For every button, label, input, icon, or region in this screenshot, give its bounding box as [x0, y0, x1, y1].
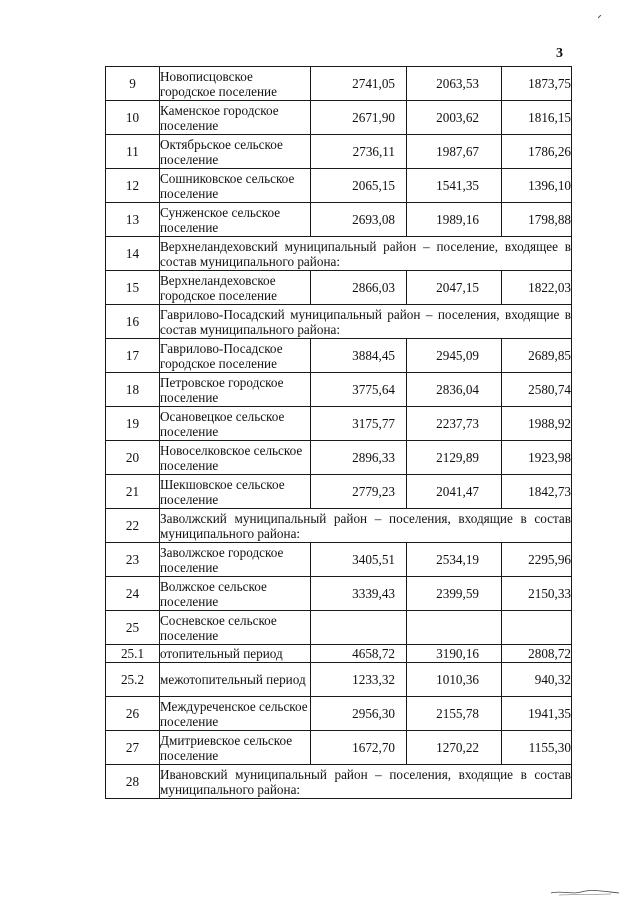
value-col-3: 1396,10 — [502, 169, 572, 203]
value-col-1 — [311, 611, 407, 645]
district-header-row — [106, 305, 572, 339]
value-col-1: 2956,30 — [311, 697, 407, 731]
settlement-name: Сунженское сельское поселение — [160, 203, 311, 237]
table-row — [106, 203, 572, 237]
settlement-name: Междуреченское сельское поселение — [160, 697, 311, 731]
settlement-name: Заволжское городское поселение — [160, 543, 311, 577]
row-number: 25 — [106, 611, 160, 645]
settlement-name: Сошниковское сельское поселение — [160, 169, 311, 203]
row-number: 19 — [106, 407, 160, 441]
value-col-1: 3775,64 — [311, 373, 407, 407]
value-col-1: 4658,72 — [311, 645, 407, 663]
value-col-3: 2808,72 — [502, 645, 572, 663]
value-col-2: 1270,22 — [407, 731, 502, 765]
value-col-2: 2399,59 — [407, 577, 502, 611]
row-number: 21 — [106, 475, 160, 509]
settlement-name: Гаврилово-Посадское городское поселение — [160, 339, 311, 373]
value-col-1: 2866,03 — [311, 271, 407, 305]
table-row — [106, 67, 572, 101]
value-col-3: 2295,96 — [502, 543, 572, 577]
table-row — [106, 697, 572, 731]
row-number: 26 — [106, 697, 160, 731]
table-row — [106, 663, 572, 697]
settlement-name: Верхнеландеховское городское поселение — [160, 271, 311, 305]
value-col-1: 3405,51 — [311, 543, 407, 577]
table-row — [106, 135, 572, 169]
value-col-1: 1672,70 — [311, 731, 407, 765]
value-col-2: 2155,78 — [407, 697, 502, 731]
value-col-3: 1988,92 — [502, 407, 572, 441]
value-col-1: 2741,05 — [311, 67, 407, 101]
table-row — [106, 611, 572, 645]
row-number: 24 — [106, 577, 160, 611]
row-number: 15 — [106, 271, 160, 305]
value-col-3: 1798,88 — [502, 203, 572, 237]
value-col-1: 2693,08 — [311, 203, 407, 237]
value-col-1: 2896,33 — [311, 441, 407, 475]
row-number: 10 — [106, 101, 160, 135]
district-header-row — [106, 509, 572, 543]
value-col-1: 2671,90 — [311, 101, 407, 135]
row-number: 28 — [106, 765, 160, 799]
row-number: 18 — [106, 373, 160, 407]
value-col-3: 1816,15 — [502, 101, 572, 135]
row-number: 12 — [106, 169, 160, 203]
value-col-2: 3190,16 — [407, 645, 502, 663]
settlement-name: Октябрьское сельское поселение — [160, 135, 311, 169]
tariff-table-body — [106, 67, 572, 799]
row-number: 9 — [106, 67, 160, 101]
row-number: 23 — [106, 543, 160, 577]
settlement-name: Сосневское сельское поселение — [160, 611, 311, 645]
value-col-2: 1987,67 — [407, 135, 502, 169]
value-col-3: 1873,75 — [502, 67, 572, 101]
value-col-1: 3884,45 — [311, 339, 407, 373]
district-header-row — [106, 765, 572, 799]
row-number: 25.1 — [106, 645, 160, 663]
table-row — [106, 373, 572, 407]
district-header-text: Верхнеландеховский муниципальный район – поселение, входящее в состав муниципального района: — [160, 238, 571, 269]
value-col-3: 1941,35 — [502, 697, 572, 731]
value-col-2: 2063,53 — [407, 67, 502, 101]
table-row — [106, 441, 572, 475]
value-col-2: 2003,62 — [407, 101, 502, 135]
settlement-name: Осановецкое сельское поселение — [160, 407, 311, 441]
page-number: 3 — [556, 46, 563, 61]
value-col-1: 2779,23 — [311, 475, 407, 509]
row-number: 16 — [106, 305, 160, 339]
row-number: 17 — [106, 339, 160, 373]
value-col-3: 2689,85 — [502, 339, 572, 373]
value-col-1: 3175,77 — [311, 407, 407, 441]
settlement-name: отопительный период — [160, 645, 311, 663]
value-col-3: 1155,30 — [502, 731, 572, 765]
settlement-name: Петровское городское поселение — [160, 373, 311, 407]
table-row — [106, 731, 572, 765]
table-row — [106, 475, 572, 509]
value-col-2: 2534,19 — [407, 543, 502, 577]
row-number: 13 — [106, 203, 160, 237]
value-col-2: 1010,36 — [407, 663, 502, 697]
table-row — [106, 101, 572, 135]
table-row — [106, 339, 572, 373]
settlement-name: Каменское городское поселение — [160, 101, 311, 135]
district-header-text: Заволжский муниципальный район – поселения, входящие в состав муниципального района: — [160, 510, 571, 541]
district-header-row — [106, 237, 572, 271]
value-col-3: 1786,26 — [502, 135, 572, 169]
value-col-2: 1541,35 — [407, 169, 502, 203]
district-header-text: Ивановский муниципальный район – поселения, входящие в состав муниципального района: — [160, 766, 571, 797]
row-number: 25.2 — [106, 663, 160, 697]
settlement-name: Новоселковское сельское поселение — [160, 441, 311, 475]
value-col-1: 2736,11 — [311, 135, 407, 169]
table-row — [106, 407, 572, 441]
table-row — [106, 577, 572, 611]
tariff-table — [105, 66, 572, 799]
row-number: 11 — [106, 135, 160, 169]
row-number: 20 — [106, 441, 160, 475]
value-col-2: 2836,04 — [407, 373, 502, 407]
value-col-3: 1822,03 — [502, 271, 572, 305]
value-col-1: 3339,43 — [311, 577, 407, 611]
district-header-text: Гаврилово-Посадский муниципальный район – поселения, входящие в состав муниципального района: — [160, 306, 571, 337]
row-number: 14 — [106, 237, 160, 271]
table-row — [106, 645, 572, 663]
value-col-3: 940,32 — [502, 663, 572, 697]
settlement-name: Волжское сельское поселение — [160, 577, 311, 611]
signature-scribble — [551, 888, 619, 896]
value-col-2: 2129,89 — [407, 441, 502, 475]
value-col-3 — [502, 611, 572, 645]
row-number: 22 — [106, 509, 160, 543]
value-col-2: 2047,15 — [407, 271, 502, 305]
value-col-1: 2065,15 — [311, 169, 407, 203]
value-col-2: 2237,73 — [407, 407, 502, 441]
settlement-name: межотопительный период — [160, 663, 311, 697]
settlement-name: Дмитриевское сельское поселение — [160, 731, 311, 765]
value-col-2: 2041,47 — [407, 475, 502, 509]
scan-mark — [598, 15, 602, 19]
value-col-3: 1923,98 — [502, 441, 572, 475]
settlement-name: Новописцовское городское поселение — [160, 67, 311, 101]
value-col-1: 1233,32 — [311, 663, 407, 697]
value-col-3: 1842,73 — [502, 475, 572, 509]
settlement-name: Шекшовское сельское поселение — [160, 475, 311, 509]
value-col-2: 1989,16 — [407, 203, 502, 237]
value-col-2 — [407, 611, 502, 645]
row-number: 27 — [106, 731, 160, 765]
table-row — [106, 543, 572, 577]
value-col-2: 2945,09 — [407, 339, 502, 373]
table-row — [106, 169, 572, 203]
value-col-3: 2150,33 — [502, 577, 572, 611]
value-col-3: 2580,74 — [502, 373, 572, 407]
table-row — [106, 271, 572, 305]
